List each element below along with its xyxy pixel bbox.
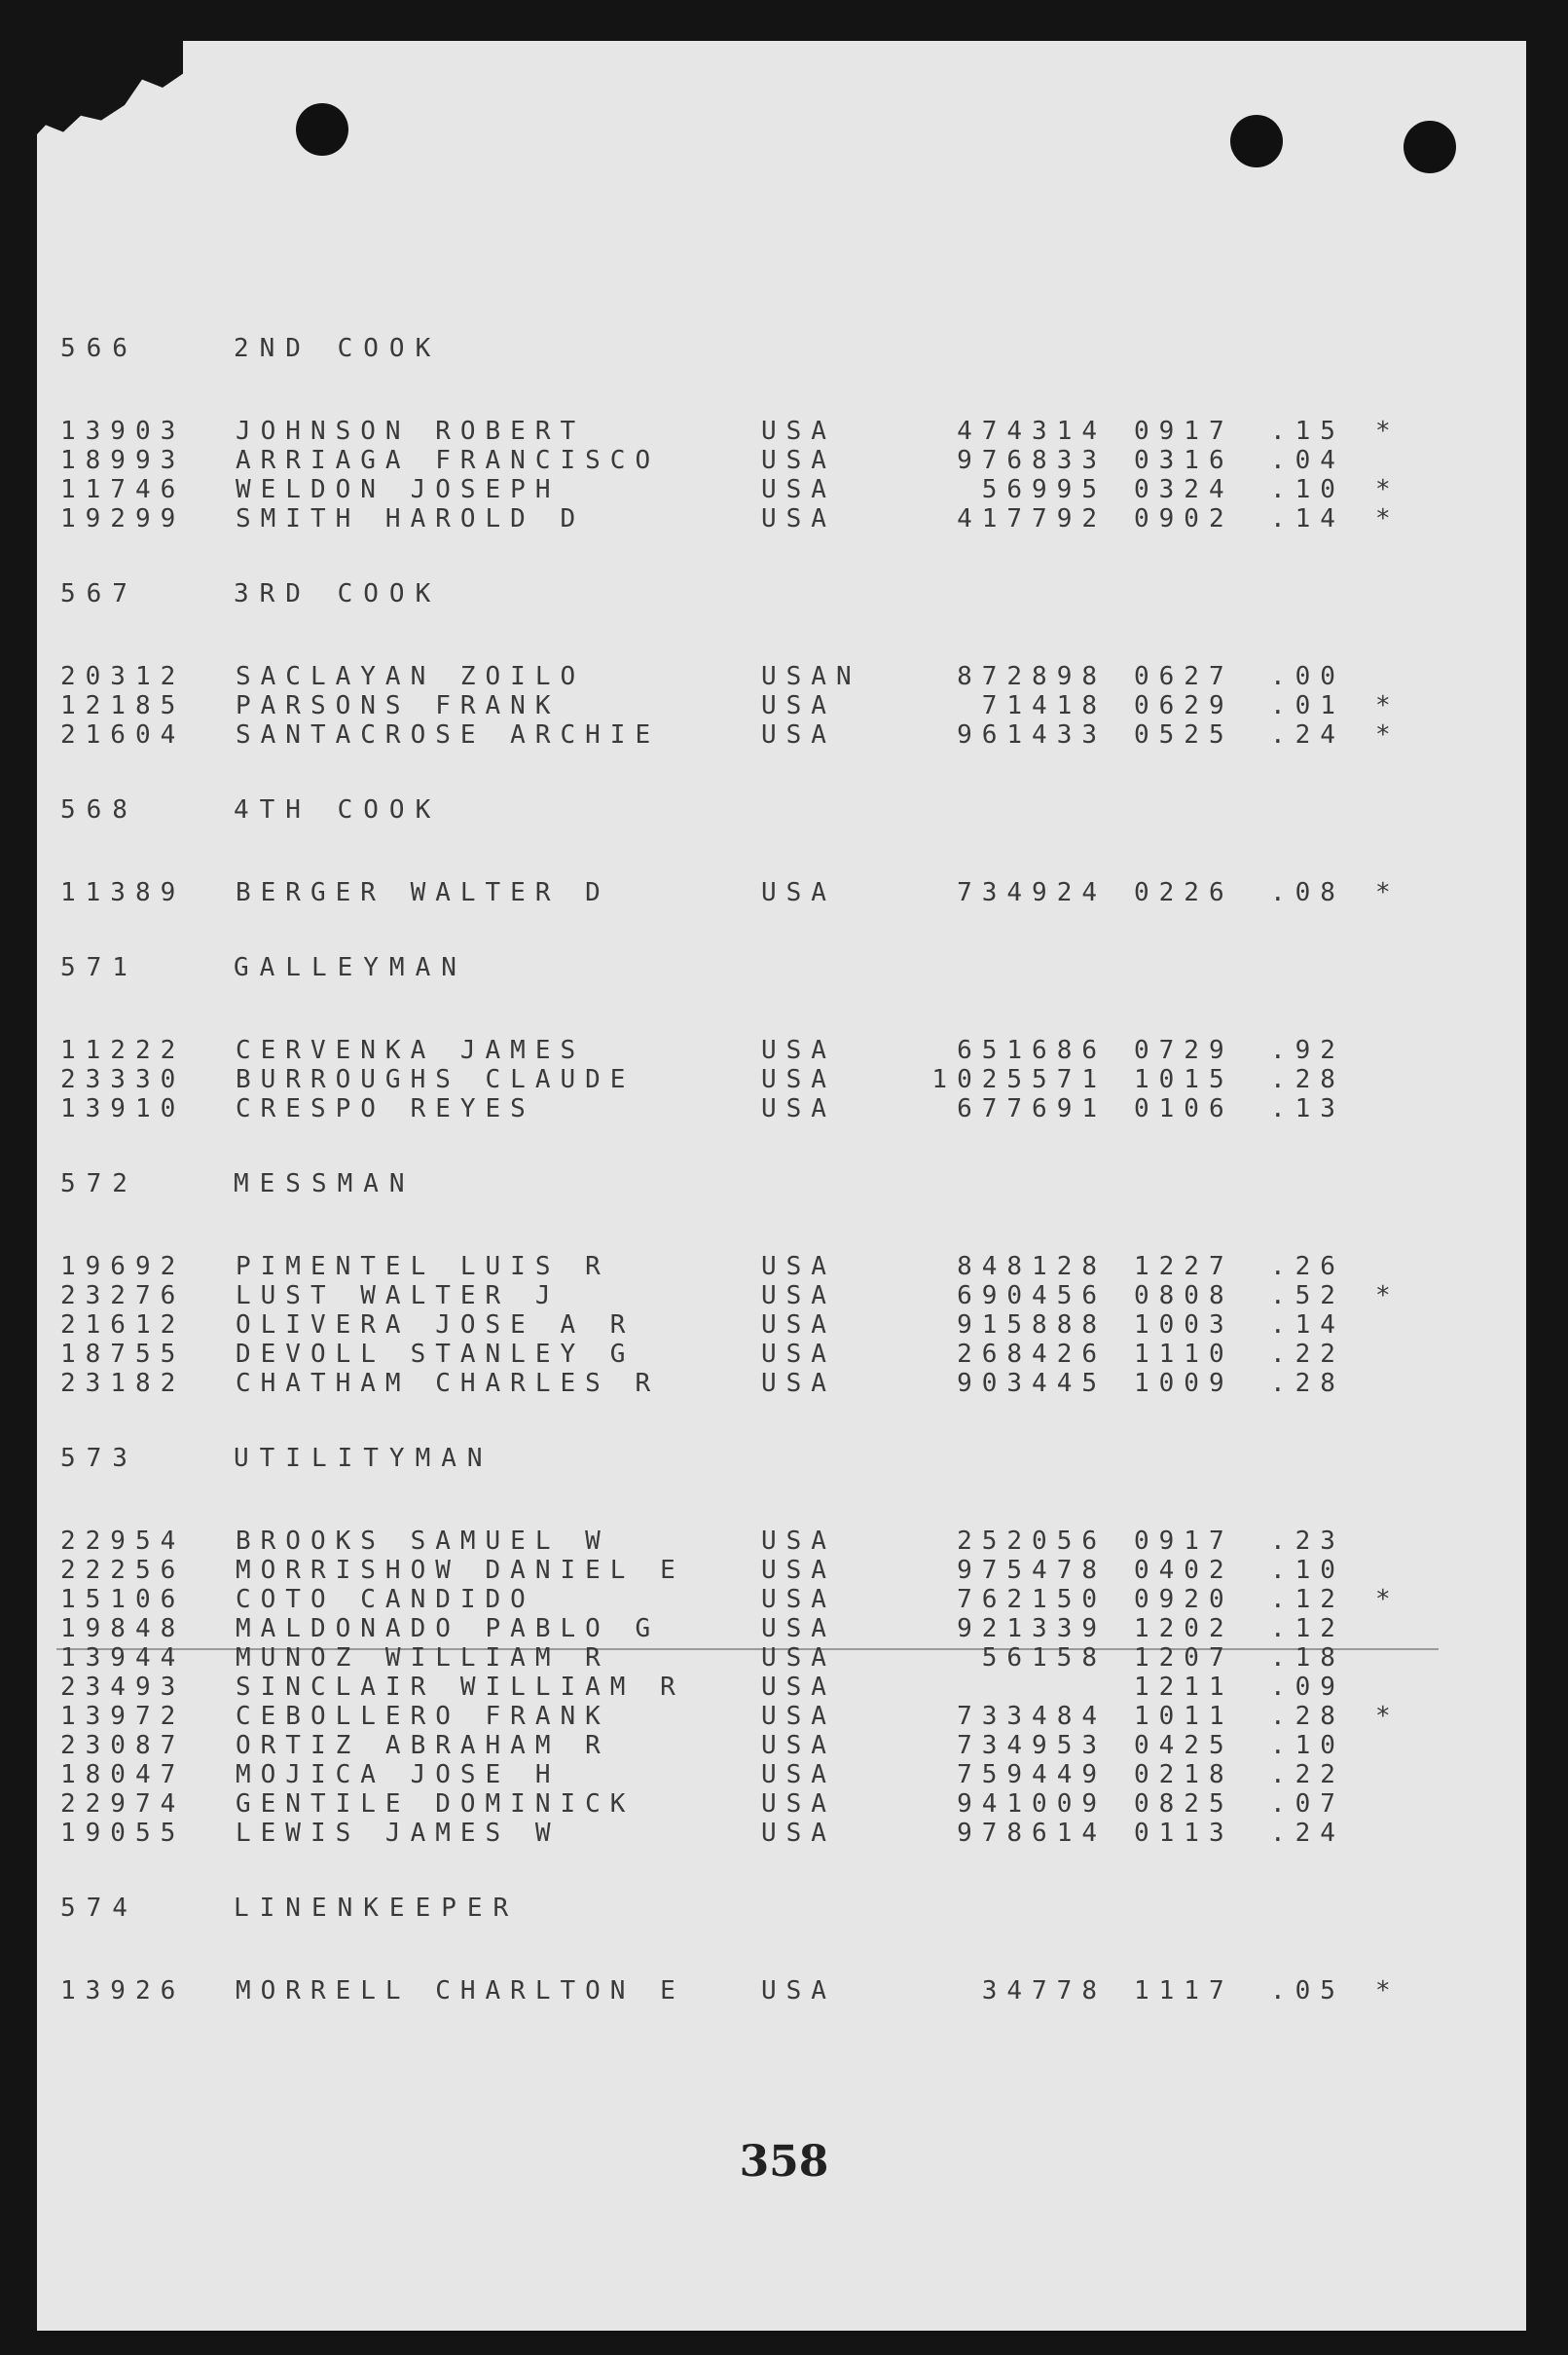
id-number: 651686 <box>957 1036 1107 1065</box>
id-number: 34778 <box>981 1976 1107 2005</box>
asterisk-mark: * <box>1375 1702 1401 1731</box>
roster-row <box>60 1065 1423 1094</box>
roster-row <box>60 1585 1423 1614</box>
section-title: 4TH COOK <box>234 795 442 825</box>
id-number: 268426 <box>957 1340 1107 1369</box>
date-code: 1227 <box>1134 1252 1234 1281</box>
value-code: .22 <box>1270 1760 1345 1789</box>
roster-row <box>60 1731 1423 1760</box>
roster-row <box>60 475 1423 504</box>
nationality: USA <box>761 1789 836 1819</box>
asterisk-mark <box>1375 1731 1414 1760</box>
nationality: USA <box>761 446 836 475</box>
section-title: GALLEYMAN <box>234 953 467 982</box>
section-heading <box>60 1891 1423 1926</box>
nationality: USA <box>761 504 836 534</box>
file-number: 15106 <box>60 1585 186 1614</box>
file-number: 18047 <box>60 1760 186 1789</box>
value-code: .00 <box>1270 662 1345 691</box>
date-code: 1003 <box>1134 1310 1234 1340</box>
roster-row <box>60 1760 1423 1789</box>
asterisk-mark <box>1375 1252 1414 1281</box>
date-code: 0808 <box>1134 1281 1234 1310</box>
nationality: USA <box>761 1094 836 1123</box>
nationality: USAN <box>761 662 861 691</box>
date-code: 0627 <box>1134 662 1234 691</box>
value-code: .92 <box>1270 1036 1345 1065</box>
date-code: 0324 <box>1134 475 1234 504</box>
file-number: 23087 <box>60 1731 186 1760</box>
date-code: 0629 <box>1134 691 1234 720</box>
asterisk-mark: * <box>1375 475 1401 504</box>
asterisk-mark <box>1375 662 1414 691</box>
section-572 <box>60 1166 1423 1398</box>
nationality: USA <box>761 1310 836 1340</box>
nationality: USA <box>761 720 836 750</box>
crew-name: MORRELL CHARLTON E <box>236 1976 685 2005</box>
file-number: 23330 <box>60 1065 186 1094</box>
section-574 <box>60 1891 1423 2005</box>
crew-name: MORRISHOW DANIEL E <box>236 1556 685 1585</box>
asterisk-mark: * <box>1375 417 1401 446</box>
id-number: 734924 <box>957 878 1107 907</box>
file-number: 19055 <box>60 1819 186 1848</box>
roster-list <box>60 331 1423 2048</box>
roster-row <box>60 504 1423 534</box>
asterisk-mark <box>1375 1310 1414 1340</box>
file-number: 11746 <box>60 475 186 504</box>
crew-name: MALDONADO PABLO G <box>236 1614 661 1643</box>
file-number: 19692 <box>60 1252 186 1281</box>
section-573 <box>60 1441 1423 1848</box>
nationality: USA <box>761 1281 836 1310</box>
roster-row <box>60 1340 1423 1369</box>
file-number: 23276 <box>60 1281 186 1310</box>
asterisk-mark <box>1375 1673 1414 1702</box>
nationality: USA <box>761 1556 836 1585</box>
id-number <box>893 1673 1134 1702</box>
section-571 <box>60 950 1423 1123</box>
date-code: 0316 <box>1134 446 1234 475</box>
file-number: 23182 <box>60 1369 186 1398</box>
asterisk-mark <box>1375 1643 1414 1673</box>
date-code: 0106 <box>1134 1094 1234 1123</box>
crew-name: SINCLAIR WILLIAM R <box>236 1673 685 1702</box>
date-code: 0402 <box>1134 1556 1234 1585</box>
roster-row <box>60 1819 1423 1848</box>
nationality: USA <box>761 1065 836 1094</box>
section-heading <box>60 1166 1423 1201</box>
crew-name: CEBOLLERO FRANK <box>236 1702 610 1731</box>
section-heading <box>60 1441 1423 1476</box>
section-code: 571 <box>60 953 138 982</box>
roster-row <box>60 1527 1423 1556</box>
asterisk-mark <box>1375 1527 1414 1556</box>
file-number: 19848 <box>60 1614 186 1643</box>
id-number: 56995 <box>981 475 1107 504</box>
value-code: .10 <box>1270 1556 1345 1585</box>
asterisk-mark: * <box>1375 878 1401 907</box>
file-number: 13972 <box>60 1702 186 1731</box>
crew-name: ORTIZ ABRAHAM R <box>236 1731 610 1760</box>
date-code: 0917 <box>1134 417 1234 446</box>
date-code: 0218 <box>1134 1760 1234 1789</box>
value-code: .23 <box>1270 1527 1345 1556</box>
nationality: USA <box>761 691 836 720</box>
section-567 <box>60 576 1423 750</box>
nationality: USA <box>761 475 836 504</box>
roster-row <box>60 1252 1423 1281</box>
value-code: .28 <box>1270 1065 1345 1094</box>
crew-name: GENTILE DOMINICK <box>236 1789 636 1819</box>
id-number: 903445 <box>957 1369 1107 1398</box>
file-number: 20312 <box>60 662 186 691</box>
nationality: USA <box>761 1976 836 2005</box>
value-code: .24 <box>1270 1819 1345 1848</box>
crew-name: SACLAYAN ZOILO <box>236 662 586 691</box>
section-title: LINENKEEPER <box>234 1894 520 1923</box>
date-code: 1009 <box>1134 1369 1234 1398</box>
nationality: USA <box>761 1369 836 1398</box>
file-number: 13926 <box>60 1976 186 2005</box>
id-number: 71418 <box>981 691 1107 720</box>
roster-row <box>60 1702 1423 1731</box>
id-number: 975478 <box>957 1556 1107 1585</box>
value-code: .18 <box>1270 1643 1345 1673</box>
date-code: 0226 <box>1134 878 1234 907</box>
crew-name: LUST WALTER J <box>236 1281 561 1310</box>
value-code: .08 <box>1270 878 1345 907</box>
section-title: MESSMAN <box>234 1169 416 1198</box>
section-heading <box>60 792 1423 828</box>
value-code: .13 <box>1270 1094 1345 1123</box>
asterisk-mark <box>1375 1789 1414 1819</box>
file-number: 12185 <box>60 691 186 720</box>
asterisk-mark: * <box>1375 504 1401 534</box>
roster-row <box>60 1976 1423 2005</box>
file-number: 18755 <box>60 1340 186 1369</box>
section-title: 2ND COOK <box>234 334 442 363</box>
asterisk-mark <box>1375 446 1414 475</box>
id-number: 915888 <box>957 1310 1107 1340</box>
roster-row <box>60 446 1423 475</box>
date-code: 0425 <box>1134 1731 1234 1760</box>
date-code: 1202 <box>1134 1614 1234 1643</box>
roster-row <box>60 691 1423 720</box>
id-number: 677691 <box>957 1094 1107 1123</box>
roster-row <box>60 1673 1423 1702</box>
asterisk-mark <box>1375 1094 1414 1123</box>
nationality: USA <box>761 1252 836 1281</box>
nationality: USA <box>761 1819 836 1848</box>
id-number: 734953 <box>957 1731 1107 1760</box>
id-number: 921339 <box>957 1614 1107 1643</box>
value-code: .26 <box>1270 1252 1345 1281</box>
date-code: 0729 <box>1134 1036 1234 1065</box>
nationality: USA <box>761 878 836 907</box>
section-code: 572 <box>60 1169 138 1198</box>
roster-row <box>60 1369 1423 1398</box>
crew-name: PIMENTEL LUIS R <box>236 1252 610 1281</box>
id-number: 252056 <box>957 1527 1107 1556</box>
nationality: USA <box>761 1614 836 1643</box>
value-code: .01 <box>1270 691 1345 720</box>
roster-row <box>60 1310 1423 1340</box>
id-number: 941009 <box>957 1789 1107 1819</box>
id-number: 1025571 <box>931 1065 1107 1094</box>
date-code: 1011 <box>1134 1702 1234 1731</box>
crew-name: SANTACROSE ARCHIE <box>236 720 661 750</box>
crew-name: CERVENKA JAMES <box>236 1036 586 1065</box>
file-number: 21604 <box>60 720 186 750</box>
crew-name: LEWIS JAMES W <box>236 1819 561 1848</box>
crew-name: OLIVERA JOSE A R <box>236 1310 636 1340</box>
crew-name: CRESPO REYES <box>236 1094 535 1123</box>
roster-row <box>60 1789 1423 1819</box>
date-code: 0902 <box>1134 504 1234 534</box>
value-code: .24 <box>1270 720 1345 750</box>
nationality: USA <box>761 1036 836 1065</box>
file-number: 23493 <box>60 1673 186 1702</box>
date-code: 0917 <box>1134 1527 1234 1556</box>
crew-name: BURROUGHS CLAUDE <box>236 1065 636 1094</box>
asterisk-mark: * <box>1375 1281 1401 1310</box>
value-code: .15 <box>1270 417 1345 446</box>
id-number: 961433 <box>957 720 1107 750</box>
page-number: 358 <box>739 2137 829 2187</box>
section-title: UTILITYMAN <box>234 1444 493 1473</box>
section-code: 567 <box>60 579 138 608</box>
crew-name: MOJICA JOSE H <box>236 1760 561 1789</box>
crew-name: CHATHAM CHARLES R <box>236 1369 661 1398</box>
id-number: 848128 <box>957 1252 1107 1281</box>
file-number: 22256 <box>60 1556 186 1585</box>
asterisk-mark: * <box>1375 1976 1401 2005</box>
roster-row <box>60 1094 1423 1123</box>
roster-row <box>60 1556 1423 1585</box>
file-number: 13944 <box>60 1643 186 1673</box>
date-code: 1117 <box>1134 1976 1234 2005</box>
value-code: .07 <box>1270 1789 1345 1819</box>
section-heading <box>60 950 1423 985</box>
id-number: 474314 <box>957 417 1107 446</box>
nationality: USA <box>761 1673 836 1702</box>
nationality: USA <box>761 1760 836 1789</box>
id-number: 762150 <box>957 1585 1107 1614</box>
asterisk-mark <box>1375 1036 1414 1065</box>
crew-name: BERGER WALTER D <box>236 878 610 907</box>
file-number: 13903 <box>60 417 186 446</box>
punch-hole-left <box>296 103 348 156</box>
asterisk-mark <box>1375 1556 1414 1585</box>
nationality: USA <box>761 1702 836 1731</box>
id-number: 978614 <box>957 1819 1107 1848</box>
nationality: USA <box>761 1643 836 1673</box>
asterisk-mark <box>1375 1340 1414 1369</box>
section-code: 568 <box>60 795 138 825</box>
value-code: .14 <box>1270 1310 1345 1340</box>
asterisk-mark <box>1375 1760 1414 1789</box>
roster-row <box>60 1281 1423 1310</box>
nationality: USA <box>761 1585 836 1614</box>
asterisk-mark: * <box>1375 1585 1401 1614</box>
nationality: USA <box>761 417 836 446</box>
roster-row <box>60 1614 1423 1643</box>
value-code: .05 <box>1270 1976 1345 2005</box>
value-code: .22 <box>1270 1340 1345 1369</box>
date-code: 1211 <box>1134 1673 1234 1702</box>
file-number: 21612 <box>60 1310 186 1340</box>
file-number: 18993 <box>60 446 186 475</box>
file-number: 22974 <box>60 1789 186 1819</box>
file-number: 11222 <box>60 1036 186 1065</box>
id-number: 759449 <box>957 1760 1107 1789</box>
crew-name: BROOKS SAMUEL W <box>236 1527 610 1556</box>
crew-name: JOHNSON ROBERT <box>236 417 586 446</box>
crew-name: COTO CANDIDO <box>236 1585 535 1614</box>
crew-name: SMITH HAROLD D <box>236 504 586 534</box>
value-code: .10 <box>1270 1731 1345 1760</box>
id-number: 976833 <box>957 446 1107 475</box>
roster-row <box>60 720 1423 750</box>
value-code: .09 <box>1270 1673 1345 1702</box>
id-number: 690456 <box>957 1281 1107 1310</box>
nationality: USA <box>761 1731 836 1760</box>
crew-name: PARSONS FRANK <box>236 691 561 720</box>
asterisk-mark: * <box>1375 691 1401 720</box>
date-code: 0525 <box>1134 720 1234 750</box>
roster-row <box>60 878 1423 907</box>
date-code: 0825 <box>1134 1789 1234 1819</box>
value-code: .28 <box>1270 1702 1345 1731</box>
id-number: 56158 <box>981 1643 1107 1673</box>
id-number: 872898 <box>957 662 1107 691</box>
section-title: 3RD COOK <box>234 579 442 608</box>
punch-hole-right <box>1404 121 1456 173</box>
asterisk-mark <box>1375 1369 1414 1398</box>
torn-corner <box>37 41 183 158</box>
date-code: 0920 <box>1134 1585 1234 1614</box>
date-code: 1015 <box>1134 1065 1234 1094</box>
crew-name: MUNOZ WILLIAM R <box>236 1643 610 1673</box>
value-code: .28 <box>1270 1369 1345 1398</box>
asterisk-mark <box>1375 1065 1414 1094</box>
punch-hole-center <box>1230 115 1283 167</box>
crew-name: WELDON JOSEPH <box>236 475 561 504</box>
section-code: 566 <box>60 334 138 363</box>
section-code: 574 <box>60 1894 138 1923</box>
date-code: 0113 <box>1134 1819 1234 1848</box>
nationality: USA <box>761 1527 836 1556</box>
crew-name: DEVOLL STANLEY G <box>236 1340 636 1369</box>
file-number: 19299 <box>60 504 186 534</box>
value-code: .12 <box>1270 1585 1345 1614</box>
roster-row <box>60 1643 1423 1673</box>
section-568 <box>60 792 1423 907</box>
value-code: .14 <box>1270 504 1345 534</box>
section-heading <box>60 576 1423 611</box>
nationality: USA <box>761 1340 836 1369</box>
date-code: 1207 <box>1134 1643 1234 1673</box>
asterisk-mark: * <box>1375 720 1401 750</box>
value-code: .52 <box>1270 1281 1345 1310</box>
file-number: 22954 <box>60 1527 186 1556</box>
roster-row <box>60 1036 1423 1065</box>
section-code: 573 <box>60 1444 138 1473</box>
value-code: .10 <box>1270 475 1345 504</box>
file-number: 11389 <box>60 878 186 907</box>
file-number: 13910 <box>60 1094 186 1123</box>
roster-row <box>60 662 1423 691</box>
id-number: 417792 <box>957 504 1107 534</box>
asterisk-mark <box>1375 1614 1414 1643</box>
section-566 <box>60 331 1423 534</box>
date-code: 1110 <box>1134 1340 1234 1369</box>
id-number: 733484 <box>957 1702 1107 1731</box>
asterisk-mark <box>1375 1819 1414 1848</box>
value-code: .04 <box>1270 446 1345 475</box>
section-heading <box>60 331 1423 366</box>
roster-row <box>60 417 1423 446</box>
value-code: .12 <box>1270 1614 1345 1643</box>
crew-name: ARRIAGA FRANCISCO <box>236 446 661 475</box>
